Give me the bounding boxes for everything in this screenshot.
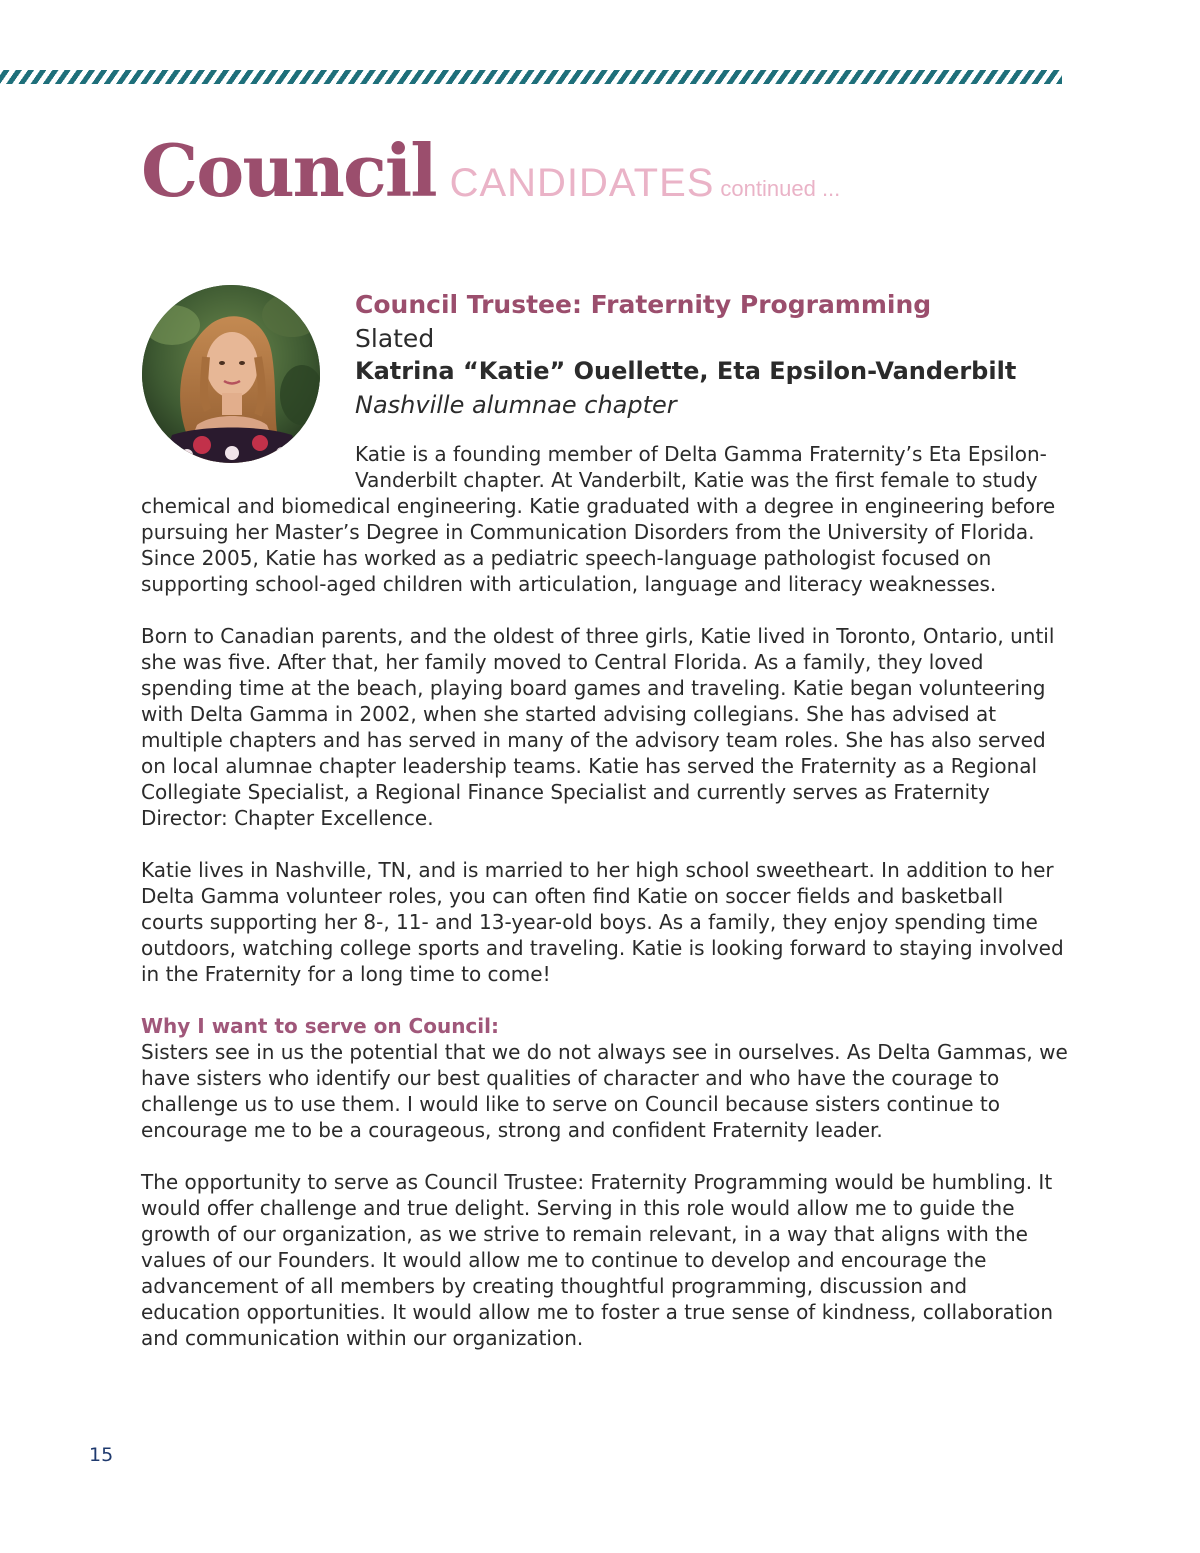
candidate-status: Slated — [355, 324, 435, 353]
why-paragraph-1: Sisters see in us the potential that we do not always see in ourselves. As Delta Gammas, we have sisters who identify our best qualities of character and who have the courage to challenge us to use them. I would like to serve on Council because sisters continue to encourage me to be a courageous, strong and confident Fraternity leader. — [141, 1040, 1068, 1142]
decorative-stripe-border — [0, 70, 1062, 84]
bio-paragraph-1: Katie is a founding member of Delta Gamma Fraternity’s Eta Epsilon-Vanderbilt chapter. At Vanderbilt, Katie was the first female to study chemical and biomedical engineering. Katie graduated with a degree in engineering before pursuing her Master’s Degree in Communication Disorders from the University of Florida. Since 2005, Katie has worked as a pediatric speech-language pathologist focused on supporting school-aged children with articulation, language and literacy weaknesses. — [141, 442, 1056, 596]
why-paragraph-2: The opportunity to serve as Council Trustee: Fraternity Programming would be humbling. It would offer challenge and true delight. Serving in this role would allow me to guide the growth of our organization, as we strive to remain relevant, in a way that aligns with the values of our Founders. It would allow me to continue to develop and encourage the advancement of all members by creating thoughtful programming, discussion and education opportunities. It would allow me to foster a true sense of kindness, collaboration and communication within our organization. — [141, 1170, 1054, 1350]
candidate-name: Katrina “Katie” Ouellette, Eta Epsilon-Vanderbilt — [355, 357, 1017, 385]
bio-paragraph-2: Born to Canadian parents, and the oldest of three girls, Katie lived in Toronto, Ontario, until she was five. After that, her family moved to Central Florida. As a family, they loved spending time at the beach, playing board games and traveling. Katie began volunteering with Delta Gamma in 2002, when she started advising collegians. She has advised at multiple chapters and has served in many of the advisory team roles. She has also served on local alumnae chapter leadership teams. Katie has served the Fraternity as a Regional Collegiate Specialist, a Regional Finance Specialist and currently serves as Fraternity Director: Chapter Excellence. — [141, 624, 1055, 830]
heading-continued: continued ... — [720, 176, 841, 201]
heading-candidates: CANDIDATES — [449, 161, 715, 205]
candidate-portrait — [142, 285, 320, 463]
candidate-header — [355, 288, 1075, 422]
candidate-chapter: Nashville alumnae chapter — [355, 391, 677, 419]
portrait-wrap-spacer — [141, 441, 355, 493]
page-number: 15 — [89, 1444, 114, 1466]
position-title: Council Trustee: Fraternity Programming — [355, 290, 932, 319]
bio-paragraph-3: Katie lives in Nashville, TN, and is married to her high school sweetheart. In addition to her Delta Gamma volunteer roles, you can often find Katie on soccer fields and basketball courts supporting her 8-, 11- and 13-year-old boys. As a family, they enjoy spending time outdoors, watching college sports and traveling. Katie is looking forward to staying involved in the Fraternity for a long time to come! — [141, 858, 1064, 986]
candidate-body — [141, 441, 1071, 1377]
why-heading: Why I want to serve on Council: — [141, 1014, 499, 1038]
heading-council: Council — [141, 128, 436, 213]
page-heading — [141, 128, 840, 213]
